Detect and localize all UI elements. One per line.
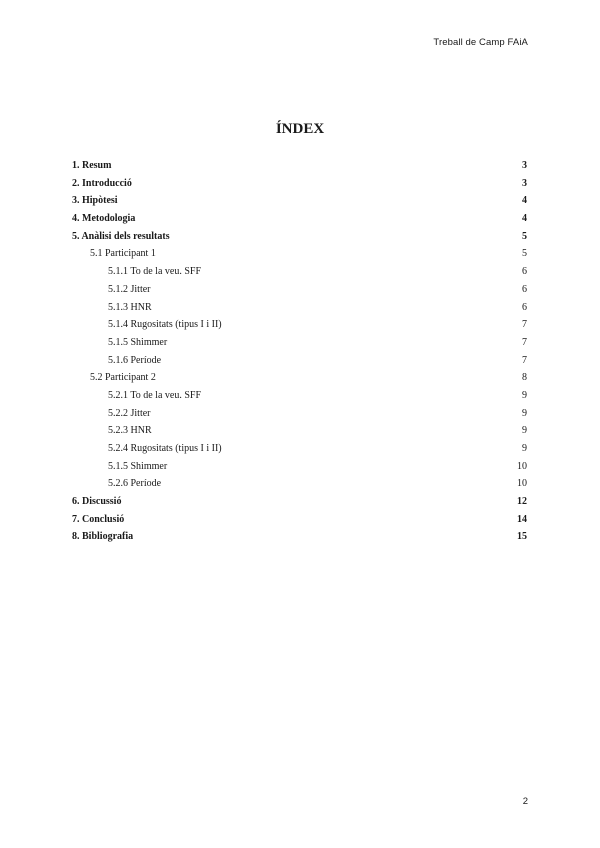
toc-entry[interactable] (72, 210, 527, 228)
toc-entry-page: 8 (522, 372, 527, 384)
toc-entry-page: 7 (522, 354, 527, 366)
toc-entry[interactable] (72, 299, 527, 317)
toc-entry-label: 5.1.5 Shimmer (108, 460, 168, 472)
toc-entry-label: 5.1 Participant 1 (90, 248, 156, 260)
toc-entry-label: 6. Discussió (72, 496, 122, 508)
toc-entry-label: 4. Metodologia (72, 213, 136, 225)
toc-entry-page: 10 (517, 478, 527, 490)
toc-entry-label: 5.2.1 To de la veu. SFF (108, 389, 202, 401)
toc-entry[interactable] (72, 334, 527, 352)
toc-entry[interactable] (72, 440, 527, 458)
toc-entry[interactable] (72, 458, 527, 476)
toc-entry[interactable] (72, 475, 527, 493)
toc-entry-label: 5.1.5 Shimmer (108, 336, 168, 348)
toc-entry-page: 9 (522, 389, 527, 401)
toc-entry-label: 5.2.2 Jitter (108, 407, 151, 419)
toc-entry-page: 9 (522, 443, 527, 454)
toc-entry[interactable] (72, 157, 527, 175)
toc-entry-label: 1. Resum (72, 160, 112, 171)
toc-entry-label: 5.1.3 HNR (108, 301, 152, 313)
page-number: 2 (522, 796, 528, 807)
toc-entry[interactable] (72, 352, 527, 370)
toc-entry-page: 6 (522, 301, 527, 313)
toc-entry-page: 5 (522, 248, 527, 260)
toc-entry-label: 2. Introducció (72, 177, 132, 189)
toc-entry-label: 5.1.1 To de la veu. SFF (108, 266, 202, 278)
toc-entry-label: 5.1.4 Rugositats (tipus I i II) (108, 319, 222, 331)
toc-entry[interactable] (72, 281, 527, 299)
page-title: ÍNDEX (275, 121, 325, 137)
toc-entry-page: 4 (522, 213, 527, 225)
toc-entry[interactable] (72, 245, 527, 263)
toc-entry-page: 12 (517, 496, 527, 508)
toc-entry-page: 5 (522, 230, 527, 242)
toc-entry[interactable] (72, 387, 527, 405)
page-header: Treball de Camp FAiA (433, 37, 528, 48)
toc-entry[interactable] (72, 528, 527, 546)
toc-entry-page: 10 (517, 460, 527, 472)
toc-entry-page: 9 (522, 407, 527, 419)
toc-entry-page: 6 (522, 266, 527, 278)
toc-entry-label: 5. Anàlisi dels resultats (72, 230, 170, 242)
toc-entry[interactable] (72, 316, 527, 334)
toc-entry-page: 3 (522, 160, 527, 171)
toc-entry-page: 15 (517, 531, 527, 543)
toc-entry[interactable] (72, 192, 527, 210)
toc-entry-label: 5.1.6 Període (108, 354, 162, 366)
toc-entry-label: 5.2.3 HNR (108, 425, 152, 437)
toc-entry[interactable] (72, 493, 527, 511)
toc-entry-label: 3. Hipòtesi (72, 195, 118, 207)
toc-entry-page: 4 (522, 195, 527, 207)
toc-entry-label: 5.2 Participant 2 (90, 372, 156, 384)
toc-entry[interactable] (72, 175, 527, 193)
toc-entry[interactable] (72, 369, 527, 387)
toc-entry[interactable] (72, 405, 527, 423)
toc-entry-label: 5.1.2 Jitter (108, 283, 151, 295)
toc-entry-page: 3 (522, 177, 527, 189)
toc-entry[interactable] (72, 263, 527, 281)
toc-entry-label: 5.2.6 Període (108, 478, 162, 490)
table-of-contents (72, 157, 527, 546)
toc-entry[interactable] (72, 422, 527, 440)
toc-entry-page: 9 (522, 425, 527, 437)
toc-entry[interactable] (72, 228, 527, 246)
toc-entry[interactable] (72, 511, 527, 529)
toc-entry-page: 7 (522, 336, 527, 348)
toc-entry-label: 5.2.4 Rugositats (tipus I i II) (108, 443, 222, 454)
toc-entry-page: 14 (517, 513, 527, 525)
toc-entry-label: 8. Bibliografia (72, 531, 134, 543)
toc-entry-page: 6 (522, 283, 527, 295)
toc-entry-page: 7 (522, 319, 527, 331)
toc-entry-label: 7. Conclusió (72, 513, 125, 525)
